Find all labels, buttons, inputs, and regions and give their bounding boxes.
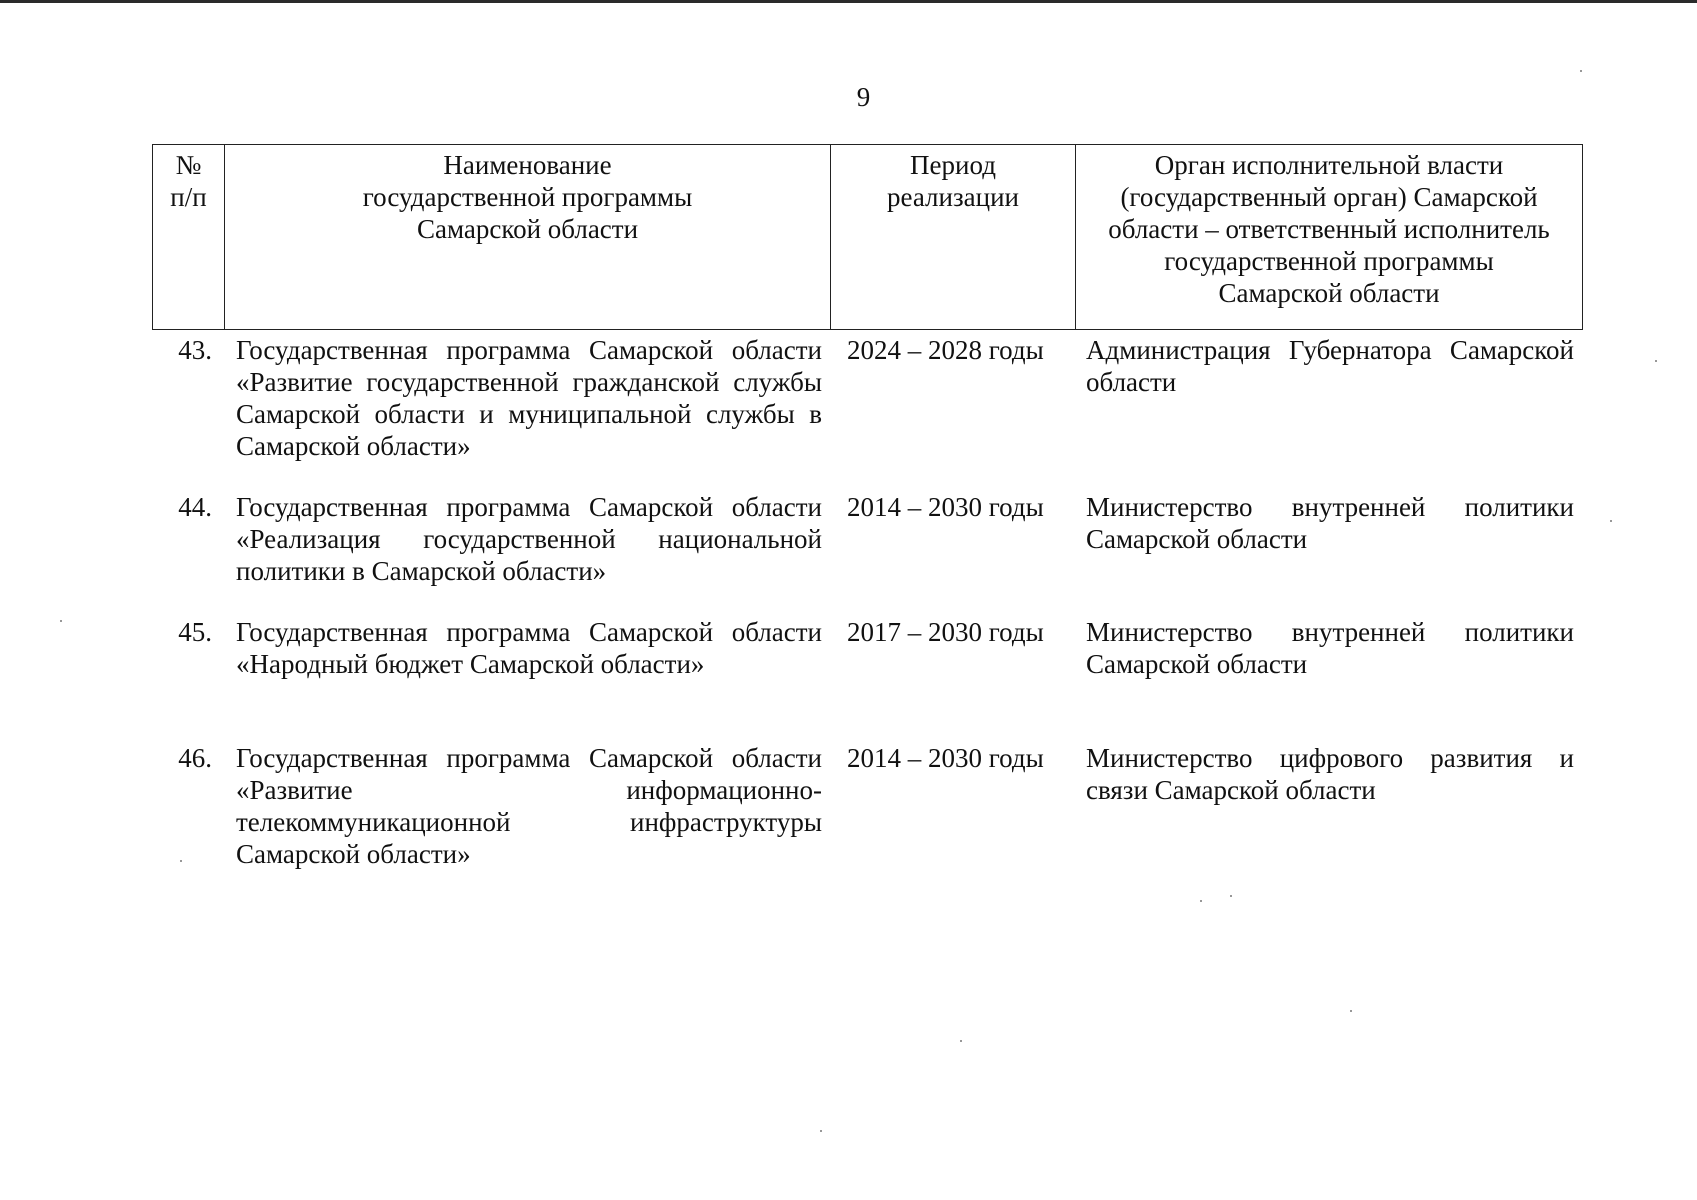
scan-speck	[1580, 70, 1582, 72]
program-name: Государственная программа Самарской области «Развитие информационно-телекоммуникационной инфраструктуры Самарской области»	[236, 743, 822, 869]
header-program-name: Наименование государственной программы Самарской области	[225, 145, 831, 330]
header-row	[153, 145, 1583, 330]
program-name: Государственная программа Самарской области «Развитие государственной гражданской службы Самарской области и муниципальной службы в Самарской области»	[236, 335, 822, 461]
scan-speck	[60, 620, 62, 622]
scan-speck	[1350, 1010, 1352, 1012]
program-period: 2014 – 2030 годы	[847, 492, 1044, 522]
program-period: 2017 – 2030 годы	[847, 617, 1044, 647]
scan-speck	[180, 860, 182, 862]
row-number: 45.	[178, 617, 212, 647]
table-header	[152, 144, 1583, 330]
row-number: 46.	[178, 743, 212, 773]
row-number: 43.	[178, 335, 212, 365]
scan-speck	[1230, 895, 1232, 897]
program-name: Государственная программа Самарской области «Реализация государственной национальной политики в Самарской области»	[236, 492, 822, 586]
scan-speck	[1610, 520, 1612, 522]
scan-speck	[960, 1040, 962, 1042]
scan-speck	[1655, 360, 1657, 362]
header-executive-body: Орган исполнительной власти (государственный орган) Самарской области – ответственный исполнитель государственной программы Самарской области	[1076, 145, 1583, 330]
responsible-executive: Администрация Губернатора Самарской области	[1086, 335, 1574, 397]
scan-speck	[820, 1130, 822, 1132]
program-period: 2024 – 2028 годы	[847, 335, 1044, 365]
program-period: 2014 – 2030 годы	[847, 743, 1044, 773]
program-name: Государственная программа Самарской области «Народный бюджет Самарской области»	[236, 617, 822, 679]
page-number: 9	[856, 82, 871, 112]
responsible-executive: Министерство внутренней политики Самарской области	[1086, 617, 1574, 679]
top-border-line	[0, 0, 1697, 3]
responsible-executive: Министерство внутренней политики Самарской области	[1086, 492, 1574, 554]
header-number: № п/п	[153, 145, 225, 330]
scan-speck	[1200, 900, 1202, 902]
header-period: Период реализации	[831, 145, 1076, 330]
row-number: 44.	[178, 492, 212, 522]
responsible-executive: Министерство цифрового развития и связи Самарской области	[1086, 743, 1574, 805]
